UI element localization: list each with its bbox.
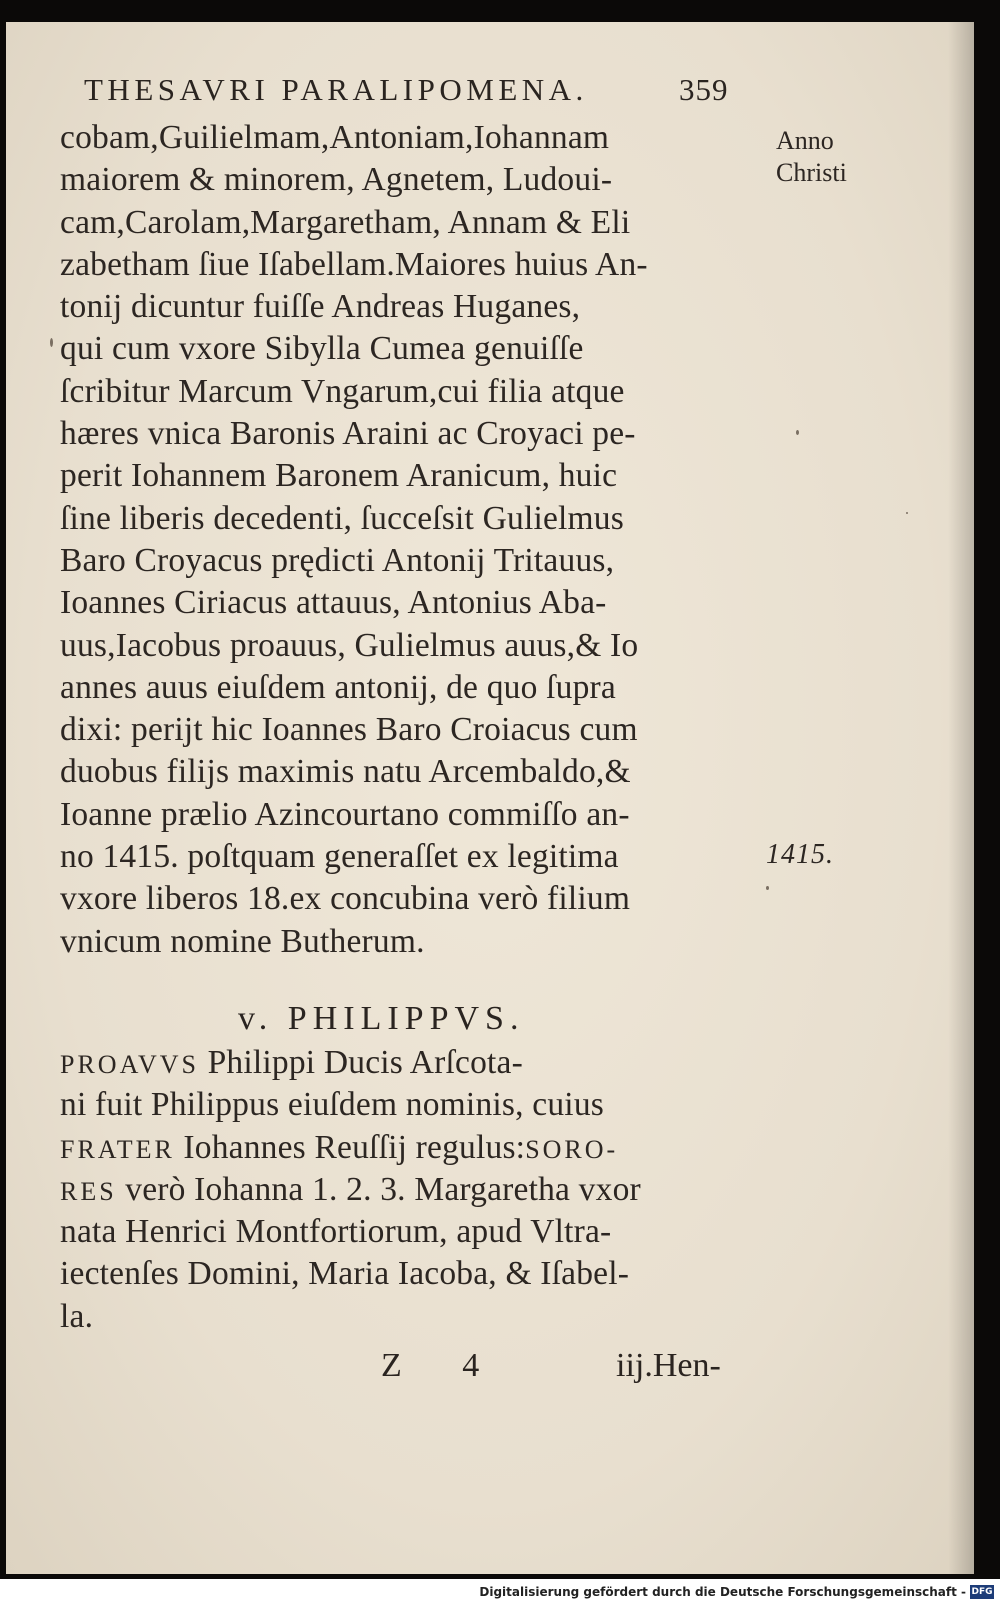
text-segment: verò Iohanna 1. 2. 3. Margaretha vxor [116, 1170, 641, 1208]
small-caps-word: RES [60, 1176, 117, 1206]
text-line [60, 1169, 770, 1211]
text-line: cobam,Guilielmam,Antoniam,Iohannam [60, 119, 610, 156]
text-line: Ioanne prælio Azincourtano commiſſo an- [60, 795, 630, 833]
margin-note-anno: Anno [776, 126, 834, 155]
text-line: perit Iohannem Baronem Aranicum, huic [60, 457, 618, 495]
text-line: vxore liberos 18.ex concubina verò filium [60, 880, 631, 918]
main-paragraph [60, 117, 770, 963]
small-caps-word: PROAVVS [60, 1050, 200, 1079]
small-caps-word: FRATER [60, 1134, 175, 1164]
paper-speck [906, 512, 908, 514]
text-line: uus,Iacobus proauus, Gulielmus auus,& Io [60, 626, 639, 664]
text-line: qui cum vxore Sibylla Cumea genuiſſe [60, 330, 584, 368]
text-line: dixi: perijt hic Ioannes Baro Croiacus cum [60, 711, 638, 749]
paper-speck [766, 886, 769, 890]
paper-speck [50, 338, 53, 347]
text-line: la. [60, 1297, 94, 1335]
small-caps-word: SORO- [525, 1134, 619, 1164]
text-line: iectenſes Domini, Maria Iacoba, & Iſabel- [60, 1255, 630, 1293]
margin-note-year: 1415. [766, 839, 834, 870]
margin-note-christi: Christi [776, 158, 847, 187]
text-line: maiorem & minorem, Agnetem, Ludoui- [60, 161, 613, 199]
paper-speck [796, 430, 799, 435]
section-heading: v. PHILIPPVS. [238, 1000, 525, 1037]
text-line: Ioannes Ciriacus attauus, Antonius Aba- [60, 584, 607, 622]
page-edge-shadow [948, 22, 974, 1574]
text-line: ſine liberis decedenti, ſucceſsit Gulielmus [60, 499, 624, 537]
text-segment: Iohannes Reuſſij regulus: [174, 1128, 526, 1166]
text-line: zabetham ſiue Iſabellam.Maiores huius An- [60, 245, 648, 283]
text-line: vnicum nomine Butherum. [60, 922, 425, 960]
text-line: nata Henrici Montfortiorum, apud Vltra- [60, 1213, 612, 1251]
catchword: iij.Hen- [616, 1347, 721, 1384]
section-paragraph [60, 1042, 770, 1338]
text-line: duobus filijs maximis natu Arcembaldo,& [60, 753, 631, 791]
page-number: 359 [679, 72, 729, 107]
digitization-credit: Digitalisierung gefördert durch die Deutsche Forschungsgemeinschaft - [479, 1585, 966, 1599]
text-line: no 1415. poſtquam generaſſet ex legitima [60, 838, 619, 876]
signature-mark: Z 4 [381, 1347, 506, 1384]
running-title: THESAVRI PARALIPOMENA. [84, 72, 588, 107]
text-segment: Philippi Ducis Arſcota- [199, 1044, 523, 1081]
text-line [60, 1127, 770, 1169]
text-line [60, 1042, 770, 1084]
text-line: cam,Carolam,Margaretham, Annam & Eli [60, 203, 631, 241]
digitization-footer [0, 1579, 1000, 1603]
text-line: annes auus eiuſdem antonij, de quo ſupra [60, 668, 616, 706]
running-head [84, 72, 764, 108]
text-line: hæres vnica Baronis Araini ac Croyaci pe- [60, 415, 636, 453]
text-line: tonij dicuntur fuiſſe Andreas Huganes, [60, 288, 581, 326]
book-page [6, 22, 974, 1574]
dfg-logo-icon: DFG [971, 1587, 993, 1597]
text-line: ni fuit Philippus eiuſdem nominis, cuius [60, 1086, 604, 1124]
text-line: ſcribitur Marcum Vngarum,cui filia atque [60, 372, 625, 410]
text-line: Baro Croyacus prędicti Antonij Tritauus, [60, 541, 615, 579]
